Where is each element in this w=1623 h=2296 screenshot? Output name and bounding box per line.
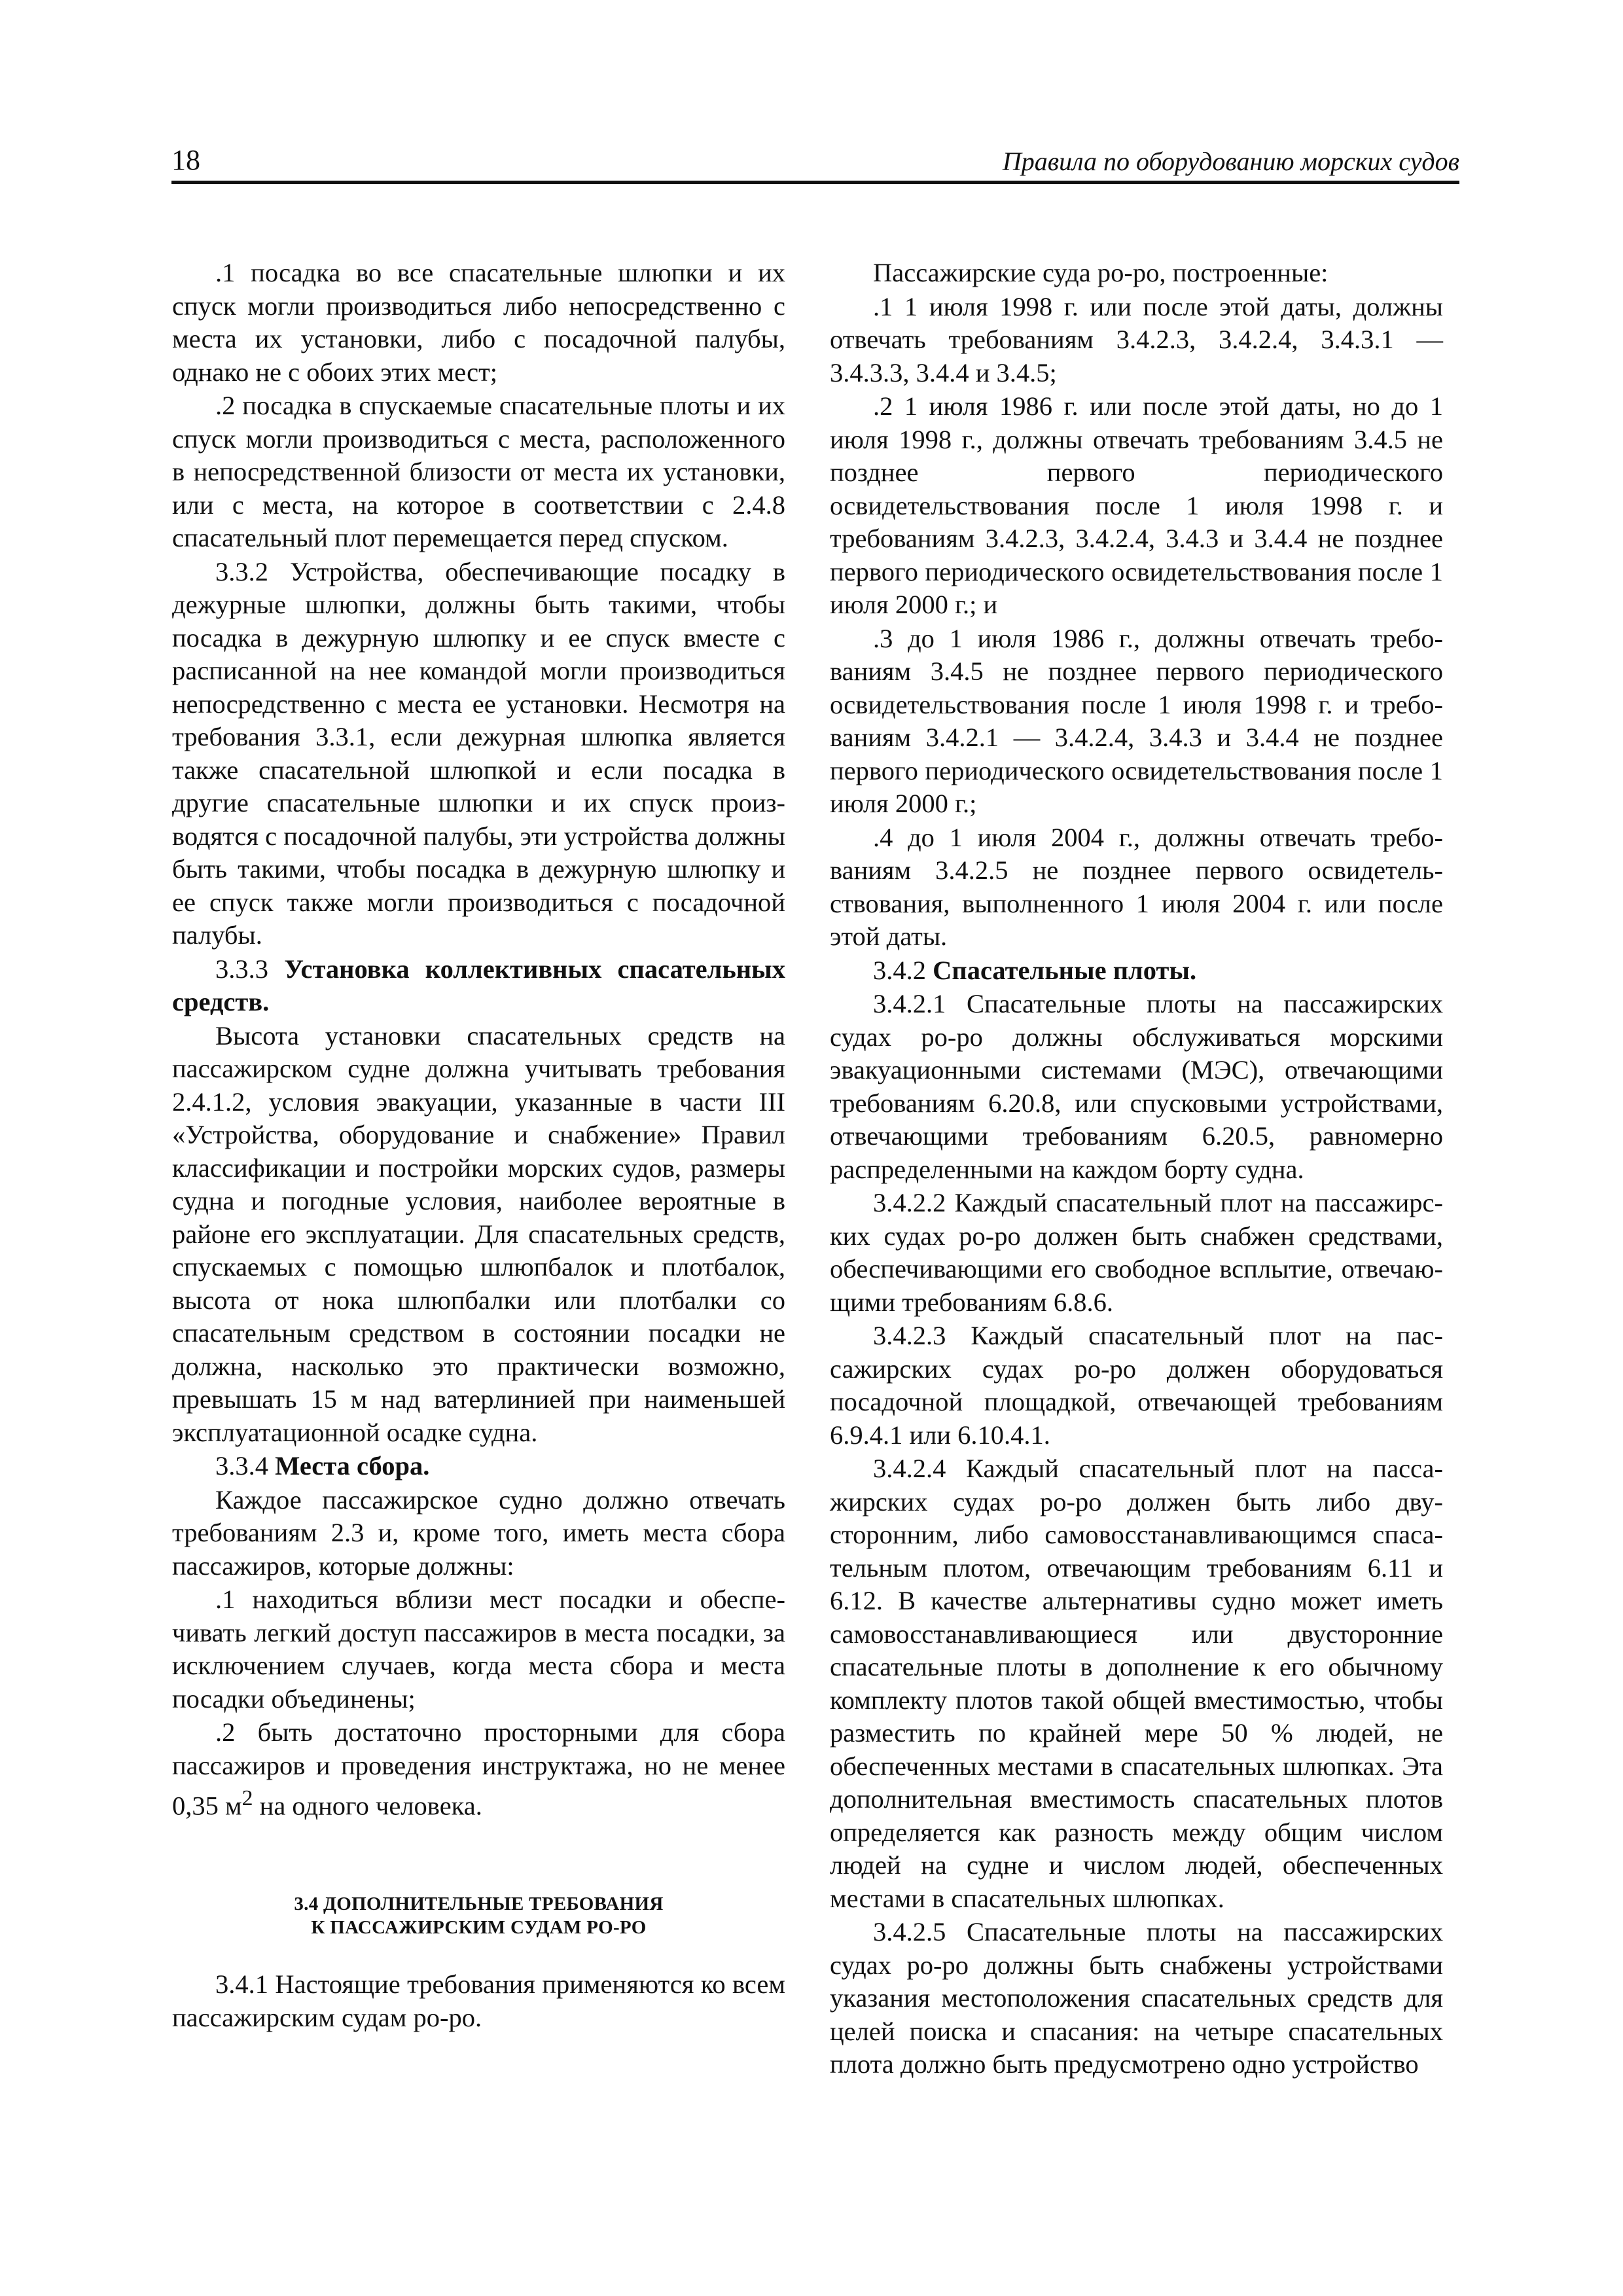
subsection-title xyxy=(172,1450,785,1483)
subsection-number: 3.3.4 xyxy=(215,1451,268,1480)
right-column xyxy=(830,257,1443,2082)
paragraph-tail: на одного человека. xyxy=(253,1791,482,1821)
paragraph: 3.4.2.5 Спасательные плоты на пассажирских судах ро-ро должны быть снабжены устройствами указания местоположения спасательных средств для целей поиска и спасания: на четыре спасательных плота должно быть предусмотрено одно устройство xyxy=(830,1917,1443,2079)
paragraph: .1 посадка во все спасательные шлюпки и их спуск могли производиться либо непосредственно с места их установки, либо с посадочной палубы, однако не с обоих этих мест; xyxy=(172,258,785,387)
section-heading-line-2: К ПАССАЖИРСКИМ СУДАМ РО-РО xyxy=(311,1917,647,1938)
section-heading xyxy=(172,1892,785,1939)
subsection-title xyxy=(830,954,1443,988)
paragraph: .4 до 1 июля 2004 г., должны отвечать требованиям 3.4.2.5 не позднее первого освидетельствования, выполненного 1 июля 2004 г. или после этой даты. xyxy=(830,822,1443,951)
paragraph: 3.4.2.1 Спасательные плоты на пассажирских судах ро-ро должны обслуживаться морскими эвакуационными системами (МЭС), отвечающими требованиям 6.20.8, или спусковыми устройствами, отвечающими требованиям 6.20.5, равномерно распределенными на каждом борту судна. xyxy=(830,989,1443,1184)
paragraph-main: .2 быть достаточно просторными для сбора пассажиров и проведения инструктажа, но не менее 0,35 м xyxy=(172,1717,785,1821)
subsection-number: 3.3.3 xyxy=(215,954,268,984)
subsection-name: Установка коллективных спасательных средств. xyxy=(172,954,786,1016)
paragraph: .2 1 июля 1986 г. или после этой даты, но до 1 июля 1998 г., должны отвечать требованиям 3.4.5 не позднее первого периодического освидетельствования после 1 июля 1998 г. и требованиям 3.4.2.3, 3.4.2.4, 3.4.3 и 3.4.4 не позднее первого периодического освидетельствования после 1 июля 2000 г.; и xyxy=(830,391,1443,619)
paragraph: Пассажирские суда ро-ро, построенные: xyxy=(873,258,1329,287)
subsection-number: 3.4.2 xyxy=(873,955,926,985)
superscript: 2 xyxy=(241,1786,253,1810)
paragraph xyxy=(172,1716,785,1823)
page-header xyxy=(171,143,1459,184)
subsection-name: Места сбора. xyxy=(275,1451,430,1480)
left-column xyxy=(172,257,785,2035)
paragraph: 3.3.2 Устройства, обеспечивающие посадку в дежурные шлюпки, должны быть такими, чтобы посадка в дежурную шлюпку и ее спуск вместе с расписанной на нее командой могли производиться непосредственно с места ее установки. Несмотря на требования 3.3.1, если дежурная шлюпка является также спасательной шлюпкой и если посадка в другие спасательные шлюпки и их спуск производятся с посадочной палубы, эти устройства должны быть такими, чтобы посадка в дежурную шлюпку и ее спуск также могли производиться с посадочной палубы. xyxy=(172,556,785,950)
paragraph: 3.4.2.3 Каждый спасательный плот на пассажирских судах ро-ро должен оборудоваться посадочной площадкой, отвечающей требованиям 6.9.4.1 или 6.10.4.1. xyxy=(830,1321,1443,1450)
paragraph: .1 находиться вблизи мест посадки и обеспечивать легкий доступ пассажиров в места посадки, за исключением случаев, когда места сбора и места посадки объединены; xyxy=(172,1585,785,1713)
subsection-title xyxy=(172,953,785,1019)
paragraph: .2 посадка в спускаемые спасательные плоты и их спуск могли производиться с места, расположенного в непосредственной близости от места их установки, или с места, на которое в соответствии с 2.4.8 спасательный плот перемещается перед спуском. xyxy=(172,391,785,552)
paragraph: 3.4.1 Настоящие требования применяются ко всем пассажирским судам ро-ро. xyxy=(172,1969,785,2032)
paragraph: 3.4.2.4 Каждый спасательный плот на пассажирских судах ро-ро должен быть либо двусторонним, либо самовосстанавливающимся спасательным плотом, отвечающим требованиям 6.11 и 6.12. В качестве альтернативы судно может иметь самовосстанавливающиеся или двусторонние спасательные плоты в дополнение к его обычному комплекту плотов такой общей вместимостью, чтобы разместить по крайней мере 50 % людей, не обеспеченных местами в спасательных шлюпках. Эта дополнительная вместимость спасательных плотов определяется как разность между общим числом людей на судне и числом людей, обеспеченных местами в спасательных шлюпках. xyxy=(830,1454,1443,1913)
page-number: 18 xyxy=(171,144,200,176)
paragraph: .3 до 1 июля 1986 г., должны отвечать требованиям 3.4.5 не позднее первого периодического освидетельствования после 1 июля 1998 г. и требованиям 3.4.2.1 — 3.4.2.4, 3.4.3 и 3.4.4 не позднее первого периодического освидетельствования после 1 июля 2000 г.; xyxy=(830,623,1443,818)
paragraph: Высота установки спасательных средств на пассажирском судне должна учитывать требования 2.4.1.2, условия эвакуации, указанные в части III «Устройства, оборудование и снабжение» Правил классификации и постройки морских судов, размеры судна и погодные условия, наиболее вероятные в районе его эксплуатации. Для спасательных средств, спускаемых с помощью шлюпбалок и плотбалок, высота от нока шлюпбалки или плотбалки со спасательным средством в состоянии посадки не должна, насколько это практически возможно, превышать 15 м над ватерлинией при наименьшей эксплуатационной осадке судна. xyxy=(172,1020,785,1447)
subsection-name: Спасательные плоты. xyxy=(933,955,1197,985)
running-title: Правила по оборудованию морских судов xyxy=(1002,147,1459,176)
paragraph: Каждое пассажирское судно должно отвечать требованиям 2.3 и, кроме того, иметь места сбора пассажиров, которые должны: xyxy=(172,1484,785,1581)
section-heading-line-1: 3.4 ДОПОЛНИТЕЛЬНЫЕ ТРЕБОВАНИЯ xyxy=(294,1893,664,1914)
paragraph: 3.4.2.2 Каждый спасательный плот на пассажирских судах ро-ро должен быть снабжен средствами, обеспечивающими его свободное всплытие, отвечающими требованиям 6.8.6. xyxy=(830,1188,1443,1317)
paragraph: .1 1 июля 1998 г. или после этой даты, должны отвечать требованиям 3.4.2.3, 3.4.2.4, 3.4.3.1 — 3.4.3.3, 3.4.4 и 3.4.5; xyxy=(830,291,1443,387)
